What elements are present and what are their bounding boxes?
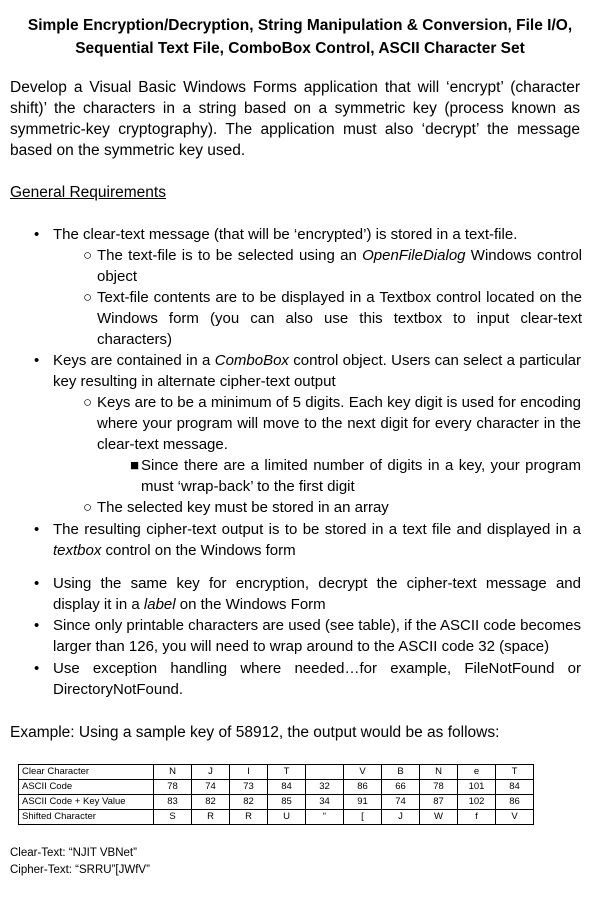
table-cell	[306, 765, 344, 780]
table-cell: f	[458, 810, 496, 825]
requirement-2a1-text: Since there are a limited number of digits in a key, your program must ‘wrap-back’ to the first digit	[141, 457, 581, 495]
requirement-3-text: The resulting cipher-text output is to be stored in a text file and displayed in a textbox control on the Windows form	[53, 521, 581, 559]
circle-bullet-icon: ○	[83, 289, 93, 306]
table-cell: 84	[496, 780, 534, 795]
table-cell: e	[458, 765, 496, 780]
requirement-6-text: Use exception handling where needed…for example, FileNotFound or DirectoryNotFound.	[53, 660, 581, 698]
title-line-1: Simple Encryption/Decryption, String Manipulation & Conversion, File I/O,	[27, 17, 573, 34]
table-cell: J	[192, 765, 230, 780]
requirement-4-text: Using the same key for encryption, decrypt the cipher-text message and display it in a label on the Windows Form	[53, 575, 581, 613]
circle-bullet-icon: ○	[83, 499, 93, 516]
table-cell: 86	[496, 795, 534, 810]
table-cell: N	[420, 765, 458, 780]
bullet-icon: •	[34, 521, 40, 538]
table-cell: 74	[192, 780, 230, 795]
table-cell: 84	[268, 780, 306, 795]
table-cell: 73	[230, 780, 268, 795]
table-cell: 83	[154, 795, 192, 810]
table-cell: S	[154, 810, 192, 825]
table-row	[19, 795, 534, 810]
table-cell: 34	[306, 795, 344, 810]
table-cell: “	[306, 810, 344, 825]
table-cell: 32	[306, 780, 344, 795]
requirement-1-text: The clear-text message (that will be ‘encrypted’) is stored in a text-file.	[53, 226, 518, 243]
table-cell: 91	[344, 795, 382, 810]
table-cell: V	[344, 765, 382, 780]
table-row	[19, 765, 534, 780]
table-row-label: Shifted Character	[19, 810, 154, 825]
requirement-5-text: Since only printable characters are used (see table), if the ASCII code becomes larger than 126, you will need to wrap around to the ASCII code 32 (space)	[53, 617, 581, 655]
circle-bullet-icon: ○	[83, 394, 93, 411]
bullet-icon: •	[34, 226, 40, 243]
table-cell: 74	[382, 795, 420, 810]
bullet-icon: •	[34, 352, 40, 369]
table-cell: J	[382, 810, 420, 825]
table-cell: R	[230, 810, 268, 825]
title-line-2: Sequential Text File, ComboBox Control, ASCII Character Set	[75, 40, 525, 57]
clear-text-line: Clear-Text: “NJIT VBNet”	[10, 847, 137, 859]
document-title	[0, 14, 600, 60]
table-cell: I	[230, 765, 268, 780]
table-cell: N	[154, 765, 192, 780]
table-cell: 78	[154, 780, 192, 795]
table-cell: R	[192, 810, 230, 825]
table-cell: V	[496, 810, 534, 825]
table-row	[19, 810, 534, 825]
table-cell: 101	[458, 780, 496, 795]
requirement-1b-text: Text-file contents are to be displayed in a Textbox control located on the Windows form (you can also use this textbox to input clear-text characters)	[97, 289, 582, 348]
table-row-label: ASCII Code + Key Value	[19, 795, 154, 810]
intro-paragraph: Develop a Visual Basic Windows Forms application that will ‘encrypt’ (character shift)’ the characters in a string based on a symmetric key (process known as symmetric-key cryptography). The application must also ‘decrypt’ the message based on the symmetric key used.	[10, 79, 580, 159]
requirement-1a-text: The text-file is to be selected using an OpenFileDialog Windows control object	[97, 247, 582, 285]
example-text: Example: Using a sample key of 58912, the output would be as follows:	[10, 724, 500, 741]
table-cell: B	[382, 765, 420, 780]
requirement-2-text: Keys are contained in a ComboBox control object. Users can select a particular key resulting in alternate cipher-text output	[53, 352, 582, 390]
table-cell: 66	[382, 780, 420, 795]
cipher-table	[18, 764, 534, 825]
table-cell: T	[268, 765, 306, 780]
table-cell: 85	[268, 795, 306, 810]
requirement-2b-text: The selected key must be stored in an array	[97, 499, 389, 516]
table-cell: 102	[458, 795, 496, 810]
table-row-label: ASCII Code	[19, 780, 154, 795]
requirement-2a-text: Keys are to be a minimum of 5 digits. Each key digit is used for encoding where your program will move to the next digit for every character in the clear-text message.	[97, 394, 581, 453]
table-cell: U	[268, 810, 306, 825]
table-row-label: Clear Character	[19, 765, 154, 780]
bullet-icon: •	[34, 617, 40, 634]
bullet-icon: •	[34, 575, 40, 592]
table-cell: 82	[192, 795, 230, 810]
circle-bullet-icon: ○	[83, 247, 93, 264]
table-cell: 87	[420, 795, 458, 810]
table-cell: 86	[344, 780, 382, 795]
table-cell: [	[344, 810, 382, 825]
table-row	[19, 780, 534, 795]
section-heading: General Requirements	[10, 184, 166, 201]
cipher-text-line: Cipher-Text: “SRRU”[JWfV”	[10, 864, 150, 876]
table-cell: 82	[230, 795, 268, 810]
table-cell: W	[420, 810, 458, 825]
table-cell: 78	[420, 780, 458, 795]
square-bullet-icon: ■	[130, 457, 140, 474]
bullet-icon: •	[34, 660, 40, 677]
table-cell: T	[496, 765, 534, 780]
